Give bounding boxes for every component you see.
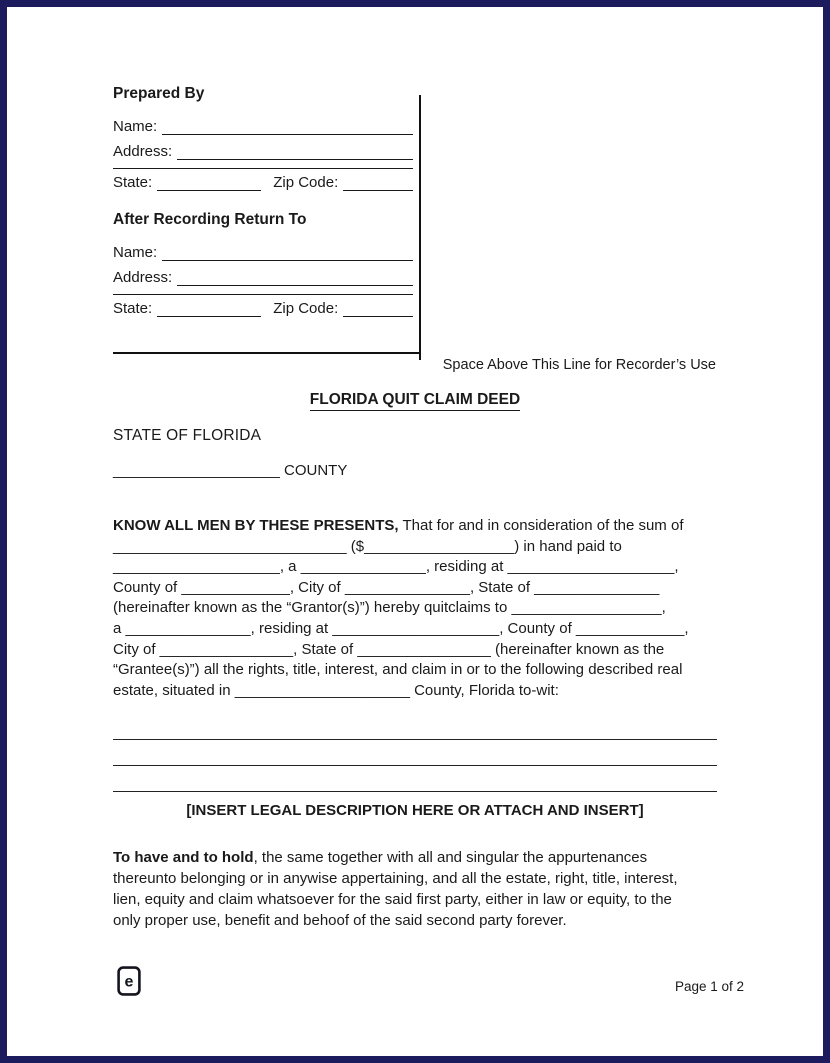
prepared-by-heading: Prepared By [113,85,205,102]
address-field-line [177,150,413,160]
know-line: City of ________________, State of ________________ (hereinafter known as the [113,640,665,658]
recorder-block [113,85,413,317]
svg-text:e: e [124,973,134,991]
address-field-line [177,276,413,286]
return-to-heading: After Recording Return To [113,211,307,228]
state-label: State: [113,174,153,191]
state-field-line [157,307,261,317]
prepared-by-state-row [113,174,413,191]
legal-description-line [113,714,717,740]
know-bold-lead: KNOW ALL MEN BY THESE PRESENTS, [113,517,399,534]
know-line: County of _____________, City of _______________, State of _______________ [113,578,660,596]
county-line: ____________________ COUNTY [113,462,348,479]
legal-description-line [113,740,717,766]
recorder-vertical-divider [419,95,421,360]
state-heading: STATE OF FLORIDA [113,427,262,444]
zip-field-line [343,307,413,317]
state-label: State: [113,300,153,317]
address-continuation-line [113,286,413,295]
name-field-line [162,125,413,135]
insert-legal-description-note: [INSERT LEGAL DESCRIPTION HERE OR ATTACH AND INSERT] [186,802,644,819]
zip-label: Zip Code: [273,300,339,317]
zip-label: Zip Code: [273,174,339,191]
legal-description-line [113,766,717,792]
know-line: “Grantee(s)”) all the rights, title, interest, and claim in or to the following described real [113,661,683,679]
hold-paragraph [113,847,725,931]
deed-title: FLORIDA QUIT CLAIM DEED [113,391,717,411]
address-continuation-line [113,160,413,169]
know-line: (hereinafter known as the “Grantor(s)”) hereby quitclaims to __________________, [113,599,666,617]
hold-line: only proper use, benefit and behoof of the said second party forever. [113,912,567,929]
legal-description-blanks [113,714,717,792]
hold-line: To have and to hold, the same together with all and singular the appurtenances [113,849,648,866]
address-label: Address: [113,269,173,286]
prepared-by-name-row [113,118,413,135]
prepared-by-address-row [113,143,413,160]
state-field-line [157,181,261,191]
know-line: a _______________, residing at ____________________, County of _____________, [113,619,689,637]
return-to-state-row [113,300,413,317]
hold-line: thereunto belonging or in anywise appertaining, and all the estate, right, title, interest, [113,870,678,887]
name-field-line [162,251,413,261]
address-label: Address: [113,143,173,160]
recorder-horizontal-divider [113,352,419,354]
know-line: estate, situated in _____________________ County, Florida to-wit: [113,681,559,699]
zip-field-line [343,181,413,191]
recorder-note: Space Above This Line for Recorder’s Use [442,357,716,373]
page-number: Page 1 of 2 [674,979,744,994]
know-line: KNOW ALL MEN BY THESE PRESENTS, That for and in consideration of the sum of [113,517,684,534]
return-to-address-row [113,269,413,286]
know-line: ____________________, a _______________, residing at ____________________, [113,558,679,576]
name-label: Name: [113,118,158,135]
know-paragraph [113,516,725,701]
eforms-logo-icon [117,966,141,996]
name-label: Name: [113,244,158,261]
know-line: ____________________________ ($__________________) in hand paid to [113,537,622,555]
return-to-name-row [113,244,413,261]
hold-bold-lead: To have and to hold [113,849,254,866]
hold-line: lien, equity and claim whatsoever for the said first party, either in law or equity, to the [113,891,672,908]
